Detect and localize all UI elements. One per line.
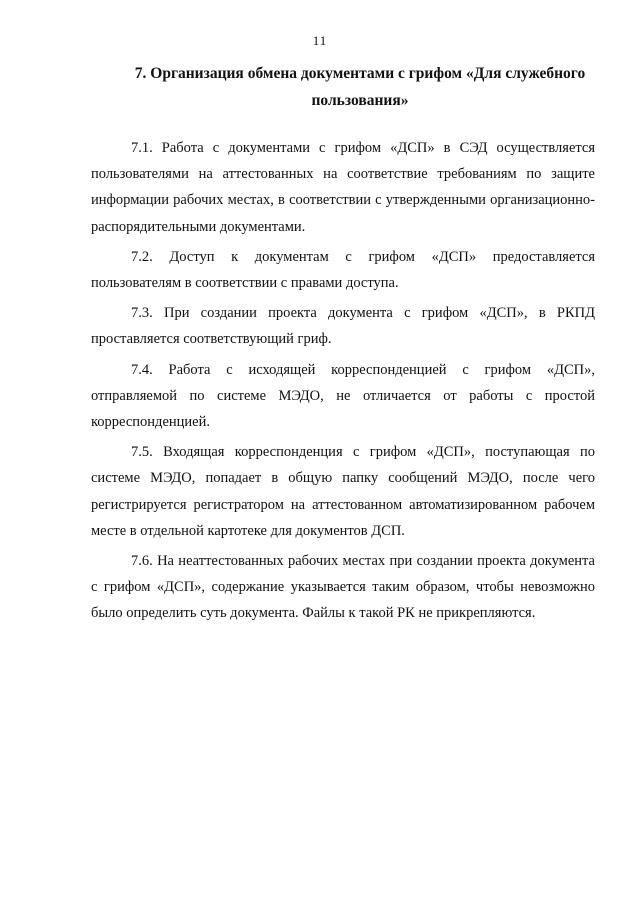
paragraph-7-3: 7.3. При создании проекта документа с грифом «ДСП», в РКПД проставляется соответствующий гриф. — [91, 305, 595, 348]
paragraph-7-4: 7.4. Работа с исходящей корреспонденцией с грифом «ДСП», отправляемой по системе МЭДО, не отличается от работы с простой корреспонденцией. — [91, 361, 595, 431]
page-number: 11 — [312, 33, 328, 48]
paragraph-7-6: 7.6. На неаттестованных рабочих местах при создании проекта документа с грифом «ДСП», содержание указывается таким образом, чтобы невозможно было определить суть документа. Файлы к такой РК не прикрепляются. — [91, 553, 595, 622]
paragraph-7-1: 7.1. Работа с документами с грифом «ДСП» в СЭД осуществляется пользователями на аттестованных на соответствие требованиям по защите информации рабочих местах, в соответствии с утвержденными организационно-распорядительными документами. — [91, 140, 595, 235]
paragraph-7-2: 7.2. Доступ к документам с грифом «ДСП» предоставляется пользователям в соответствии с правами доступа. — [91, 248, 595, 292]
section-heading: 7. Организация обмена документами с грифом «Для служебного пользования» — [134, 65, 586, 109]
paragraph-7-5: 7.5. Входящая корреспонденция с грифом «ДСП», поступающая по системе МЭДО, попадает в общую папку сообщений МЭДО, после чего регистрируется регистратором на аттестованном автоматизированном рабочем месте в отдельной картотеке для документов ДСП. — [91, 444, 595, 539]
section-body — [91, 135, 595, 631]
